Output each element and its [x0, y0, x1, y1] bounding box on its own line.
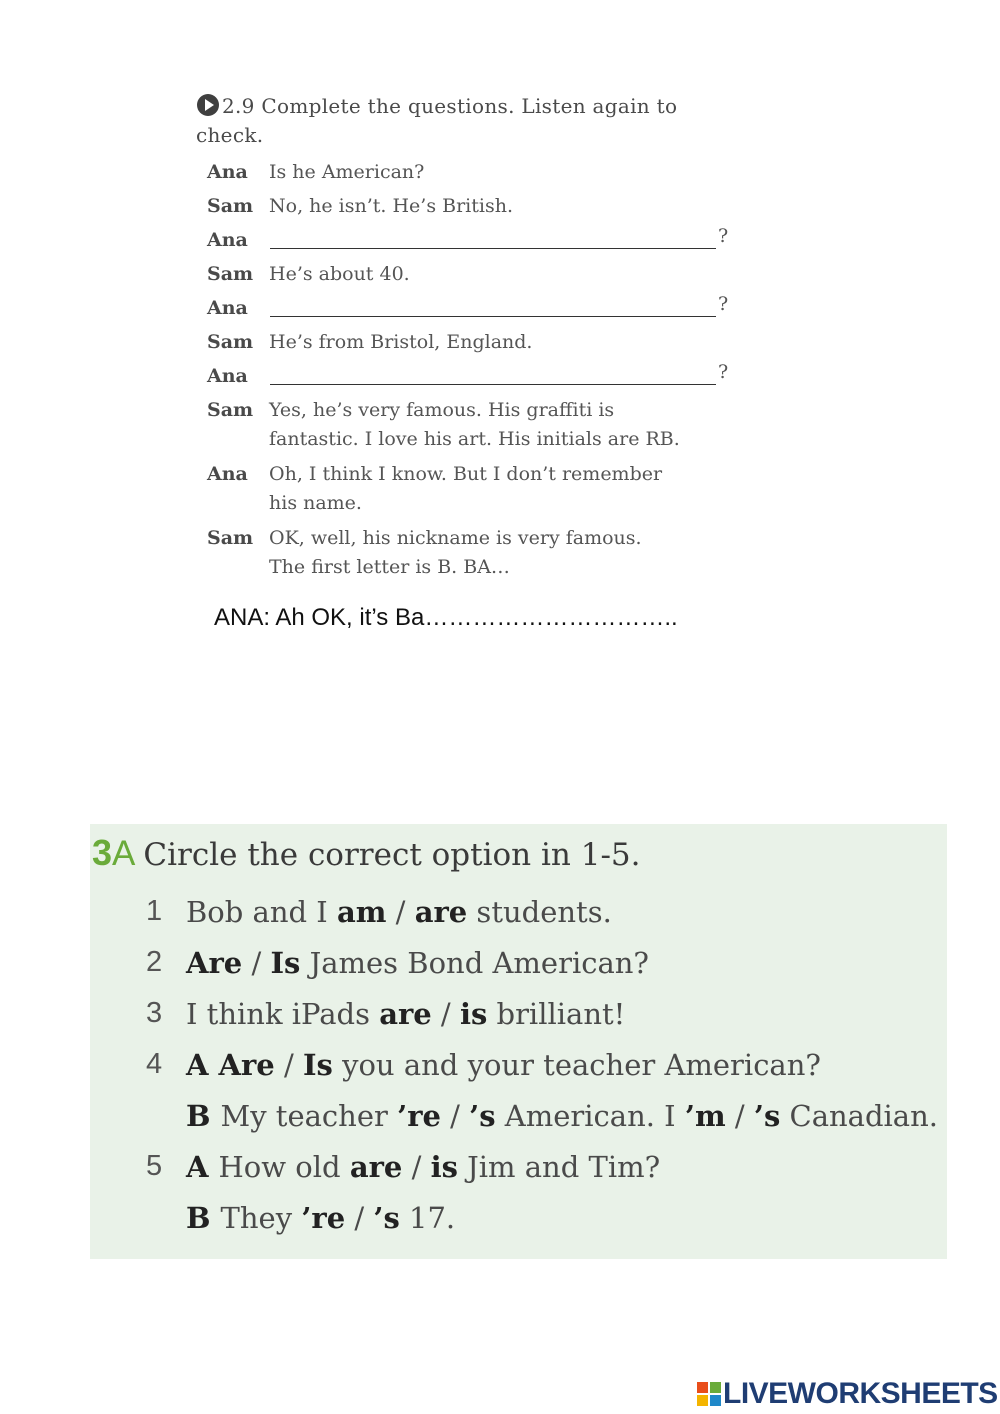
question-mark: ?	[718, 361, 729, 383]
option-separator: /	[242, 946, 271, 980]
item-number: 4	[146, 1048, 163, 1080]
option-item-5a	[186, 1150, 660, 1184]
track-number: 2.9	[222, 94, 255, 118]
option-separator: /	[431, 997, 460, 1031]
item-number: 3	[146, 997, 163, 1029]
option-item-2	[186, 946, 649, 980]
item-text-middle: American. I	[495, 1099, 685, 1133]
exercise-number: 3	[92, 832, 113, 873]
item-text-end: brilliant!	[487, 997, 626, 1031]
question-mark: ?	[718, 293, 729, 315]
dialogue-text: No, he isn’t. He’s British.	[269, 195, 513, 217]
option-a[interactable]: ’re	[301, 1201, 346, 1235]
option-item-5b	[186, 1201, 455, 1235]
answer-blank-1[interactable]	[270, 232, 716, 249]
play-audio-icon[interactable]	[196, 93, 220, 117]
option-b[interactable]: Is	[302, 1048, 333, 1082]
item-number: 5	[146, 1150, 163, 1182]
option-d[interactable]: ’s	[753, 1099, 781, 1133]
speaker-label: Ana	[207, 365, 248, 387]
speaker-label: Sam	[207, 331, 254, 353]
exercise-2-header	[196, 92, 736, 150]
final-answer-line[interactable]: ANA: Ah OK, it’s Ba…………………………..	[214, 604, 678, 631]
speaker-label: Ana	[207, 161, 248, 183]
exercise-2-instruction: Complete the questions. Listen again to check.	[196, 94, 678, 147]
option-a[interactable]: are	[349, 1150, 403, 1184]
dialogue-text: OK, well, his nickname is very famous.	[269, 527, 642, 549]
dialogue-text: Is he American?	[269, 161, 425, 183]
option-b[interactable]: ’s	[373, 1201, 400, 1235]
liveworksheets-logo[interactable]	[697, 1377, 998, 1411]
item-text: My teacher	[220, 1099, 398, 1133]
option-b[interactable]: are	[414, 895, 468, 929]
item-text-end: 17.	[399, 1201, 456, 1235]
exercise-letter: A	[112, 834, 136, 873]
option-item-3	[186, 997, 625, 1031]
item-number: 1	[146, 895, 163, 927]
question-mark: ?	[718, 225, 729, 247]
item-text: Bob and I	[186, 895, 337, 929]
speaker-label: Sam	[207, 263, 254, 285]
speaker-label: Ana	[207, 229, 248, 251]
speaker-label: Sam	[207, 399, 254, 421]
exercise-3a-panel	[90, 824, 947, 1259]
item-text-end: you and your teacher American?	[332, 1048, 821, 1082]
option-separator: /	[274, 1048, 303, 1082]
option-item-4b	[186, 1099, 938, 1133]
dialogue-text-continued: his name.	[269, 492, 362, 514]
item-number: 2	[146, 946, 163, 978]
option-a[interactable]: ’re	[397, 1099, 441, 1133]
item-text-end: James Bond American?	[300, 946, 649, 980]
option-b[interactable]: ’s	[469, 1099, 496, 1133]
exercise-2-instruction-block	[196, 92, 736, 150]
option-b[interactable]: is	[459, 997, 488, 1031]
option-a[interactable]: Are	[218, 1048, 275, 1082]
speaker-label: Sam	[207, 195, 254, 217]
item-text: How old	[218, 1150, 350, 1184]
option-b[interactable]: is	[430, 1150, 458, 1184]
dialogue-text: Oh, I think I know. But I don’t remember	[269, 463, 663, 485]
option-item-1	[186, 895, 612, 929]
speaker-letter: A	[186, 1150, 209, 1184]
option-item-4a	[186, 1048, 821, 1082]
item-text-end: Canadian.	[780, 1099, 938, 1133]
item-text: They	[220, 1201, 302, 1235]
option-separator: /	[386, 895, 415, 929]
item-text-end: Jim and Tim?	[457, 1150, 661, 1184]
dialogue-text: Yes, he’s very famous. His graffiti is	[269, 399, 615, 421]
option-separator: /	[345, 1201, 374, 1235]
option-c[interactable]: ’m	[684, 1099, 726, 1133]
answer-blank-2[interactable]	[270, 300, 716, 317]
option-separator: /	[440, 1099, 470, 1133]
option-a[interactable]: am	[336, 895, 387, 929]
speaker-label: Ana	[207, 297, 248, 319]
liveworksheets-logo-icon	[697, 1380, 721, 1404]
option-a[interactable]: are	[379, 997, 432, 1031]
speaker-label: Sam	[207, 527, 254, 549]
exercise-3a-title	[92, 832, 641, 874]
option-a[interactable]: Are	[186, 946, 243, 980]
speaker-label: Ana	[207, 463, 248, 485]
dialogue-text-continued: fantastic. I love his art. His initials are RB.	[269, 428, 680, 450]
option-b[interactable]: Is	[270, 946, 301, 980]
exercise-3a-instruction: Circle the correct option in 1-5.	[143, 837, 641, 873]
dialogue-text-continued: The first letter is B. BA…	[269, 556, 510, 578]
option-separator: /	[725, 1099, 754, 1133]
speaker-letter: A	[186, 1048, 209, 1082]
speaker-letter: B	[186, 1201, 211, 1235]
option-separator: /	[402, 1150, 431, 1184]
dialogue-text: He’s from Bristol, England.	[269, 331, 533, 353]
item-text-end: students.	[467, 895, 612, 929]
answer-blank-3[interactable]	[270, 368, 716, 385]
item-text: I think iPads	[186, 997, 380, 1031]
dialogue-text: He’s about 40.	[269, 263, 410, 285]
logo-text: LIVEWORKSHEETS	[723, 1377, 998, 1410]
speaker-letter: B	[186, 1099, 211, 1133]
